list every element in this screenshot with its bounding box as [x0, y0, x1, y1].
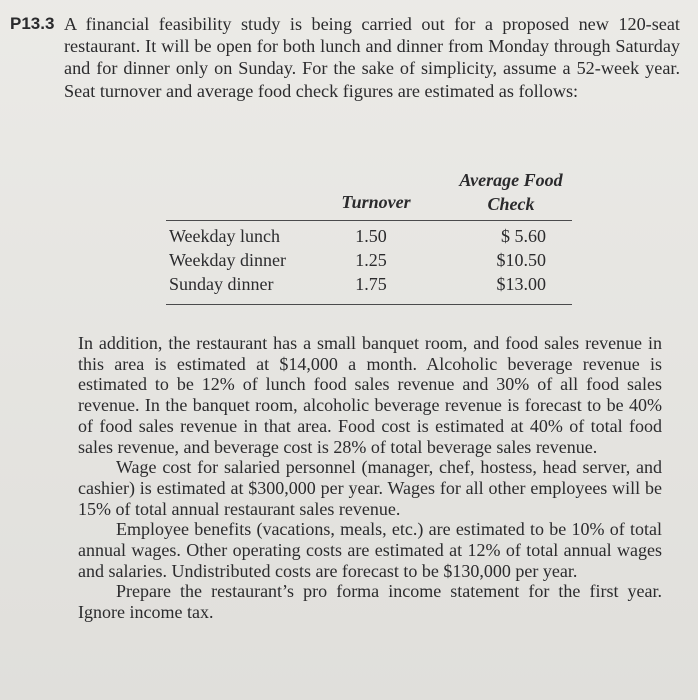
- table-bottom-rule: [166, 304, 572, 305]
- header-check-line1: Average Food: [459, 170, 563, 190]
- paragraph-instruction: Prepare the restaurant’s pro forma income statement for the first year. Ignore income tax.: [78, 581, 662, 623]
- row-category: Weekday dinner: [169, 250, 286, 270]
- table-top-rule: [166, 220, 572, 221]
- paragraph-banquet-revenue: In addition, the restaurant has a small banquet room, and food sales revenue in this area is estimated at $14,000 a month. Alcoholic beverage revenue is estimated to be 12% of lunch food sales revenue and 30% of all food sales revenue. In the banquet room, alcoholic beverage revenue is forecast to be 40% of food sales revenue in that area. Food cost is estimated at 40% of total food sales revenue, and beverage cost is 28% of total beverage sales revenue.: [78, 333, 662, 457]
- row-category: Weekday lunch: [169, 226, 281, 246]
- row-check: $10.50: [496, 250, 546, 270]
- table-row: [166, 250, 572, 274]
- header-turnover: Turnover: [341, 192, 411, 212]
- header-average-food-check: [446, 168, 576, 216]
- row-check: $13.00: [496, 274, 546, 294]
- table-row: [166, 274, 572, 298]
- row-turnover: 1.75: [355, 274, 387, 294]
- row-turnover: 1.50: [355, 226, 387, 246]
- problem-number: P13.3: [10, 14, 55, 33]
- table-body: [166, 226, 572, 298]
- problem-intro: A financial feasibility study is being carried out for a proposed new 120-seat restaurant. It will be open for both lunch and dinner from Monday through Saturday and for dinner only on Sunday. For the sake of simplicity, assume a 52-week year. Seat turnover and average food check figures are estimated as follows:: [64, 14, 680, 101]
- paragraph-wage-cost: Wage cost for salaried personnel (manager, chef, hostess, head server, and cashier) is estimated at $300,000 per year. Wages for all other employees will be 15% of total annual restaurant sales revenue.: [78, 457, 662, 519]
- row-check: $ 5.60: [501, 226, 546, 246]
- row-turnover: 1.25: [355, 250, 387, 270]
- table-row: [166, 226, 572, 250]
- paragraph-employee-benefits: Employee benefits (vacations, meals, etc.) are estimated to be 10% of total annual wages. Other operating costs are estimated at 12% of total annual wages and salaries. Undistributed costs are forecast to be $130,000 per year.: [78, 519, 662, 581]
- row-category: Sunday dinner: [169, 274, 274, 294]
- header-check-line2: Check: [487, 194, 535, 214]
- problem-body: [78, 333, 662, 623]
